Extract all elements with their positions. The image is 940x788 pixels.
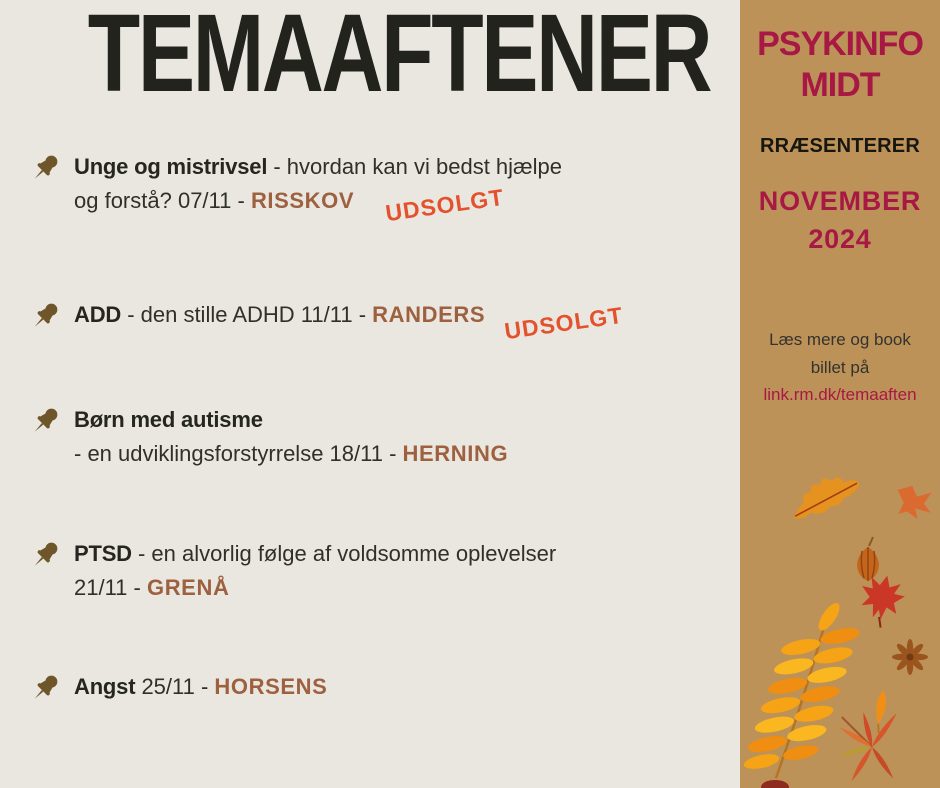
- event-text-line2: [74, 437, 728, 471]
- event-topic: PTSD: [74, 541, 132, 566]
- event-date: og forstå? 07/11 -: [74, 188, 251, 213]
- event-item-add: [28, 298, 728, 345]
- sold-out-stamp: UDSOLGT: [502, 301, 625, 345]
- event-text-line1: [74, 670, 728, 704]
- event-city: GRENÅ: [146, 575, 230, 600]
- event-topic: ADD: [74, 302, 122, 327]
- event-city: HORSENS: [214, 674, 328, 699]
- event-item-boern-med-autisme: [28, 403, 728, 471]
- event-city: RISSKOV: [250, 188, 355, 213]
- pushpin-icon: [28, 151, 62, 185]
- clipped-leaf-icon: [761, 780, 789, 788]
- cta-line2: billet på: [810, 357, 870, 377]
- month-name: NOVEMBER: [758, 186, 922, 216]
- brand-line2: MIDT: [800, 66, 880, 104]
- event-city: RANDERS: [372, 302, 486, 327]
- event-topic: Angst: [74, 674, 136, 699]
- event-item-unge-og-mistrivsel: [28, 150, 728, 227]
- event-city: HERNING: [402, 441, 509, 466]
- booking-url: link.rm.dk/temaaften: [763, 385, 917, 404]
- event-text-line1: [74, 403, 728, 437]
- event-description: - hvordan kan vi bedst hjælpe: [267, 154, 562, 179]
- autumn-decorations: [740, 440, 940, 788]
- sold-out-stamp: UDSOLGT: [383, 183, 506, 227]
- physalis-icon: [857, 537, 879, 581]
- call-to-action: [740, 326, 940, 409]
- event-item-ptsd: [28, 537, 728, 605]
- event-description: - den stille ADHD 11/11 -: [121, 302, 373, 327]
- torn-leaf-icon: [894, 484, 934, 521]
- pushpin-icon: [28, 404, 62, 438]
- brand-line1: PSYKINFO: [757, 25, 923, 63]
- event-description: - en udviklingsforstyrrelse 18/11 -: [74, 441, 403, 466]
- rowan-leaf-icon: [741, 592, 865, 785]
- star-anise-icon: [892, 639, 928, 675]
- event-text-line1: [74, 298, 728, 332]
- pushpin-icon: [28, 538, 62, 572]
- page-title: TEMAAFTENER: [87, 0, 711, 115]
- event-text-line1: [74, 537, 728, 571]
- event-date: 25/11 -: [135, 674, 215, 699]
- maple-leaf-icon: [853, 570, 908, 631]
- event-description: - en alvorlig følge af voldsomme oplevelser: [131, 541, 557, 566]
- event-topic: Børn med autisme: [74, 407, 263, 432]
- event-item-angst: [28, 670, 728, 704]
- month-label: [740, 182, 940, 258]
- event-date: 21/11 -: [74, 575, 147, 600]
- event-text-line1: [74, 150, 728, 184]
- brand-title: [740, 24, 940, 106]
- pushpin-icon: [28, 299, 62, 333]
- event-text-line2: [74, 571, 728, 605]
- presents-label: RRÆSENTERER: [760, 135, 920, 157]
- event-topic: Unge og mistrivsel: [74, 154, 268, 179]
- oak-leaf-icon: [784, 466, 864, 524]
- year: 2024: [808, 224, 872, 254]
- cta-line1: Læs mere og book: [769, 330, 911, 349]
- pushpin-icon: [28, 671, 62, 705]
- creeper-leaf-icon: [836, 709, 904, 783]
